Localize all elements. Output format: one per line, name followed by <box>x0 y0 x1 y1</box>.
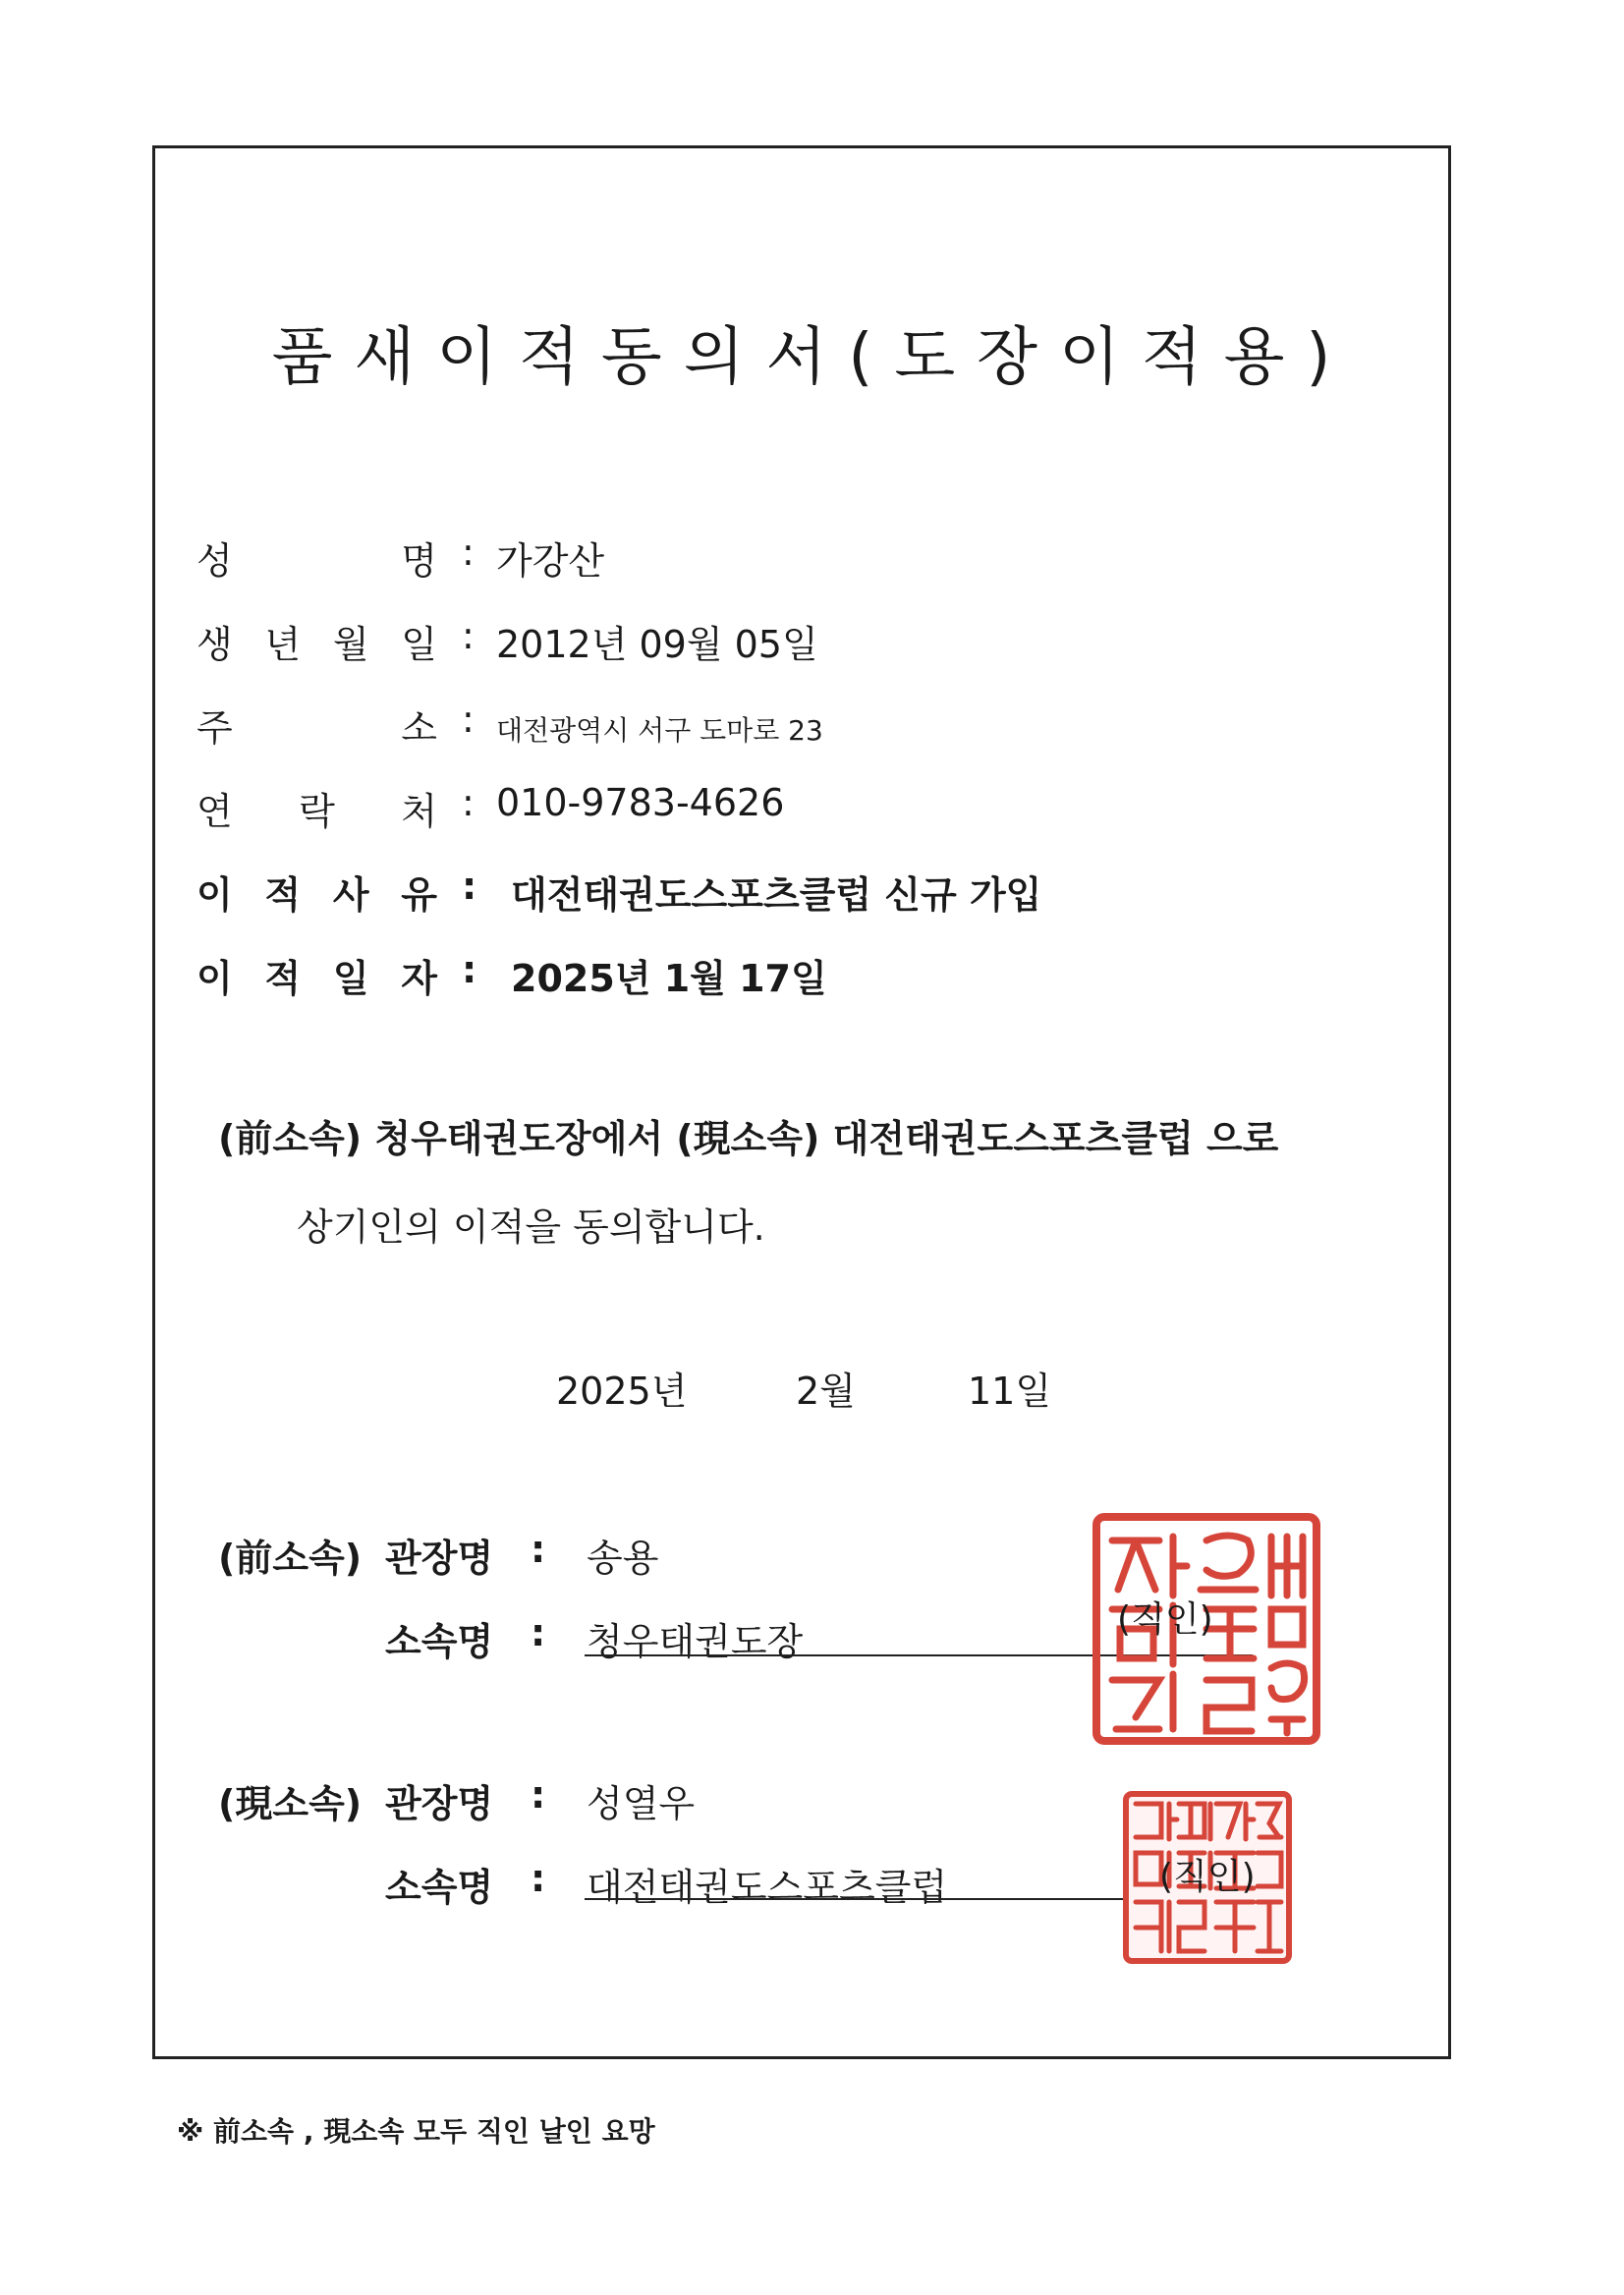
field-label: 이 적 사 유 <box>196 873 437 917</box>
field-value: 가강산 <box>496 539 605 583</box>
current-affiliation-name: 대전태권도스포츠클럽 <box>587 1866 948 1909</box>
consent-statement-line2: 상기인의 이적을 동의합니다. <box>297 1205 765 1249</box>
field-label: 이 적 일 자 <box>196 957 437 1000</box>
previous-director-label: 관장명 <box>385 1537 494 1580</box>
current-affiliation-tag: (現소속) <box>218 1782 363 1825</box>
field-colon: : <box>462 948 477 991</box>
field-value: 대전광역시 서구 도마로 23 <box>496 714 823 747</box>
footer-note: ※ 前소속 , 現소속 모두 직인 날인 요망 <box>177 2115 655 2148</box>
field-value: 2012년 09월 05일 <box>496 623 818 666</box>
previous-affiliation-tag: (前소속) <box>218 1537 363 1580</box>
field-colon: : <box>462 781 475 824</box>
current-affiliation-label: 소속명 <box>385 1866 494 1909</box>
date-year: 2025년 <box>556 1370 688 1413</box>
current-director-label: 관장명 <box>385 1782 494 1825</box>
field-colon: : <box>462 865 477 908</box>
field-label: 주 소 <box>196 706 437 750</box>
previous-affiliation-label: 소속명 <box>385 1620 494 1663</box>
previous-director-colon: : <box>531 1528 546 1571</box>
current-director-name: 성열우 <box>587 1782 696 1825</box>
field-label: 연 락 처 <box>196 790 437 833</box>
field-colon: : <box>462 531 475 574</box>
document-title: 품새이적동의서(도장이적용) <box>271 321 1353 394</box>
current-affiliation-colon: : <box>531 1857 546 1900</box>
document-frame <box>152 145 1451 2059</box>
field-value: 대전태권도스포츠클럽 신규 가입 <box>511 873 1042 917</box>
consent-statement-line1: (前소속) 청우태권도장에서 (現소속) 대전태권도스포츠클럽 으로 <box>218 1117 1279 1160</box>
previous-affiliation-name: 청우태권도장 <box>587 1620 804 1663</box>
field-colon: : <box>462 698 475 741</box>
date-month: 2월 <box>796 1370 856 1413</box>
date-day: 11일 <box>968 1370 1052 1413</box>
field-label: 성 명 <box>196 539 437 583</box>
field-value: 010-9783-4626 <box>496 781 785 824</box>
previous-director-name: 송용 <box>587 1537 659 1580</box>
field-label: 생 년 월 일 <box>196 623 437 666</box>
previous-seal-mark: (직인) <box>1117 1599 1213 1640</box>
current-director-colon: : <box>531 1773 546 1817</box>
field-value: 2025년 1월 17일 <box>511 957 827 1000</box>
field-colon: : <box>462 614 475 657</box>
previous-affiliation-colon: : <box>531 1611 546 1654</box>
current-seal-mark: (직인) <box>1159 1857 1256 1897</box>
